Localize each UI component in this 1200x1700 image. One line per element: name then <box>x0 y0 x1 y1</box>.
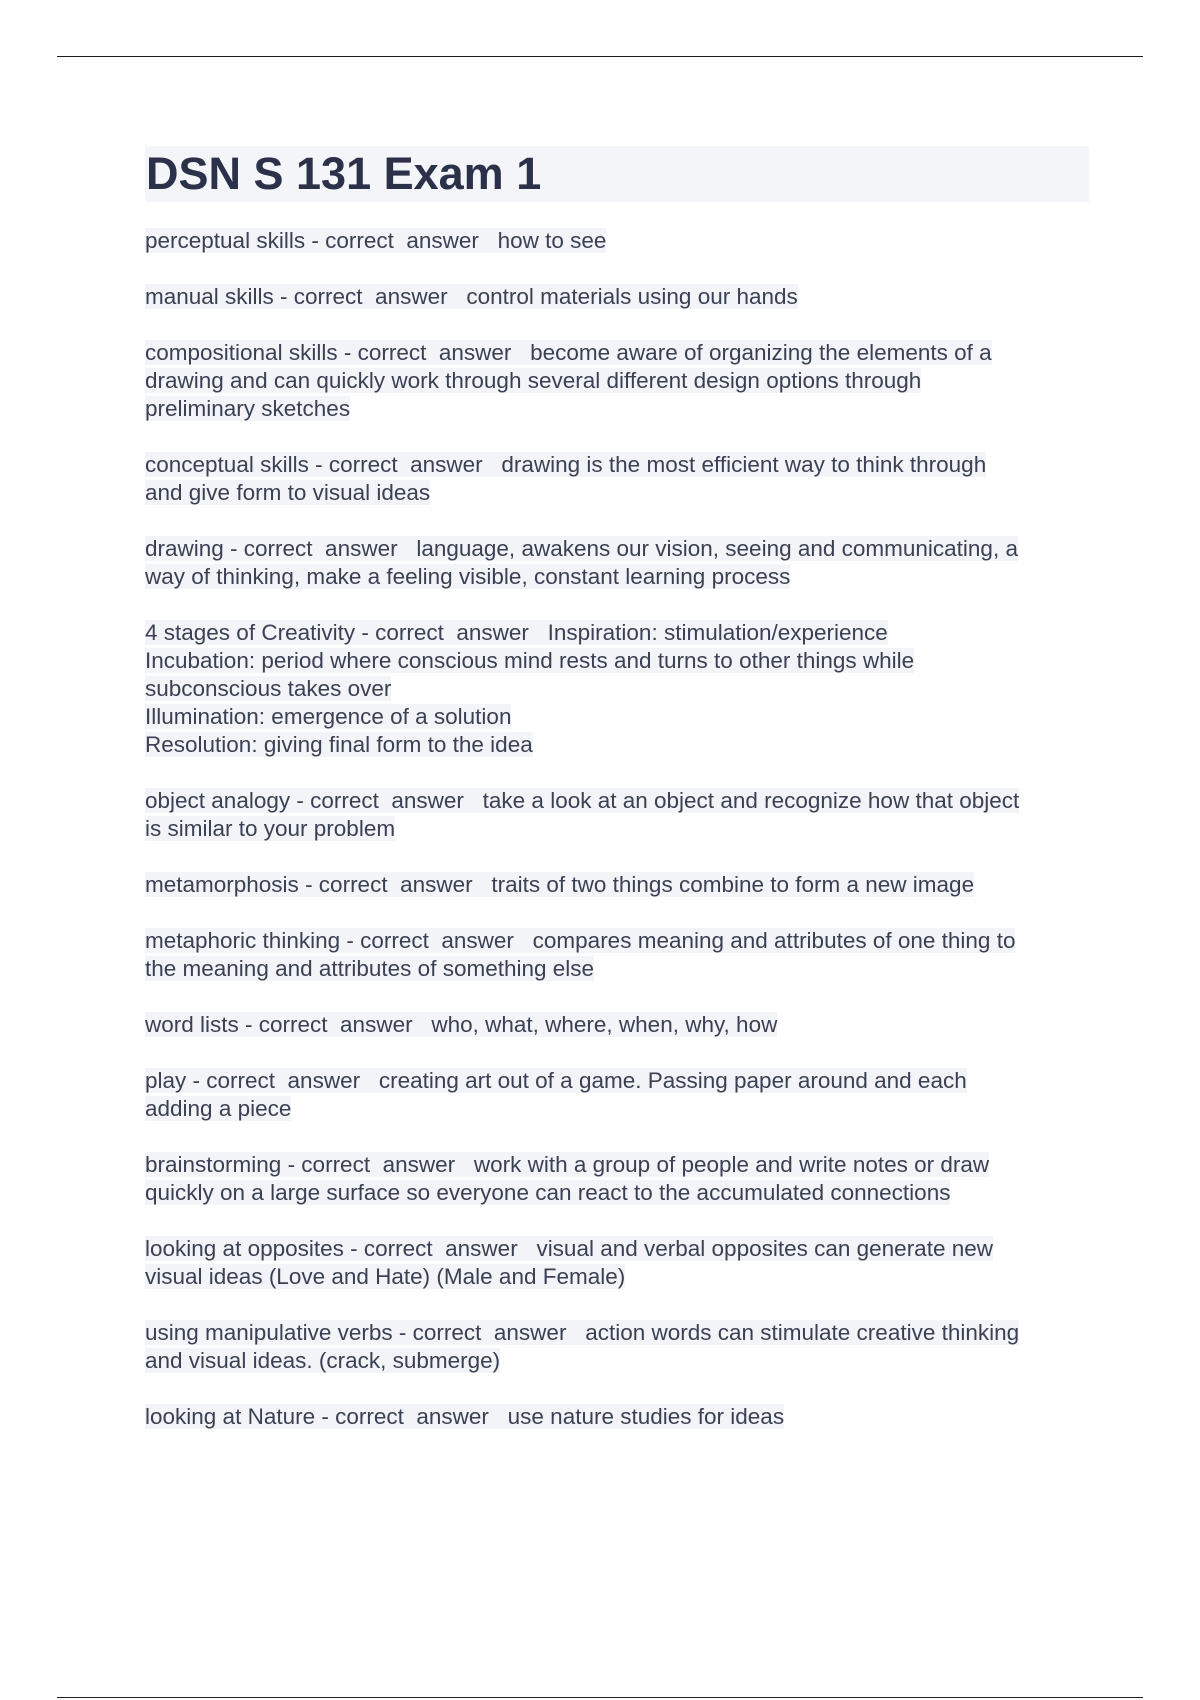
entry-separator: - correct answer <box>337 340 531 365</box>
entry-term: 4 stages of Creativity <box>145 620 356 645</box>
entry-term: brainstorming <box>145 1152 282 1177</box>
document-body <box>145 146 1089 1459</box>
list-item <box>145 1011 1089 1039</box>
entry-term: perceptual skills <box>145 228 306 253</box>
entry-term: metamorphosis <box>145 872 299 897</box>
list-item <box>145 1235 1089 1291</box>
entry-answer: visual and verbal opposites can generate new visual ideas (Love and Hate) (Male and Female) <box>145 1236 993 1289</box>
list-item <box>145 1067 1089 1123</box>
list-item <box>145 787 1089 843</box>
list-item <box>145 283 1089 311</box>
entry-answer: drawing is the most efficient way to think through and give form to visual ideas <box>145 452 987 505</box>
entry-term: word lists <box>145 1012 239 1037</box>
entry-answer: become aware of organizing the elements of a drawing and can quickly work through several different design options through preliminary sketches <box>145 340 992 421</box>
entry-term: metaphoric thinking <box>145 928 341 953</box>
entry-separator: - correct answer <box>308 452 502 477</box>
entry-answer: control materials using our hands <box>466 284 798 309</box>
list-item <box>145 619 1089 759</box>
entry-answer: action words can stimulate creative thinking and visual ideas. (crack, submerge) <box>145 1320 1020 1373</box>
entry-list <box>145 227 1089 1431</box>
entry-answer: creating art out of a game. Passing paper around and each adding a piece <box>145 1068 967 1121</box>
list-item <box>145 451 1089 507</box>
entry-separator: - correct answer <box>305 228 498 253</box>
entry-separator: - correct answer <box>273 284 467 309</box>
entry-answer: compares meaning and attributes of one thing to the meaning and attributes of something else <box>145 928 1016 981</box>
entry-answer: traits of two things combine to form a new image <box>491 872 975 897</box>
entry-separator: - correct answer <box>238 1012 432 1037</box>
entry-answer: use nature studies for ideas <box>507 1404 785 1429</box>
entry-separator: - correct answer <box>281 1152 474 1177</box>
list-item <box>145 339 1089 423</box>
entry-term: play <box>145 1068 187 1093</box>
entry-term: compositional skills <box>145 340 338 365</box>
entry-answer: Inspiration: stimulation/experience Incubation: period where conscious mind rests and turns to other things while subconscious takes over Illumination: emergence of a solution Resolution: giving final form to the idea <box>145 620 915 757</box>
entry-term: drawing <box>145 536 224 561</box>
list-item <box>145 1151 1089 1207</box>
entry-term: conceptual skills <box>145 452 309 477</box>
entry-separator: - correct answer <box>340 928 533 953</box>
entry-separator: - correct answer <box>343 1236 537 1261</box>
entry-separator: - correct answer <box>298 872 492 897</box>
footer-rule <box>57 1697 1143 1698</box>
entry-term: object analogy <box>145 788 291 813</box>
entry-separator: - correct answer <box>290 788 483 813</box>
entry-answer: how to see <box>497 228 607 253</box>
list-item <box>145 927 1089 983</box>
list-item <box>145 871 1089 899</box>
header-rule <box>57 56 1143 57</box>
entry-term: looking at Nature <box>145 1404 316 1429</box>
page-title: DSN S 131 Exam 1 <box>145 146 1089 202</box>
entry-answer: language, awakens our vision, seeing and communicating, a way of thinking, make a feeling visible, constant learning process <box>145 536 1018 589</box>
list-item <box>145 1403 1089 1431</box>
entry-answer: who, what, where, when, why, how <box>431 1012 778 1037</box>
entry-answer: work with a group of people and write notes or draw quickly on a large surface so everyone can react to the accumulated connections <box>145 1152 990 1205</box>
list-item <box>145 1319 1089 1375</box>
entry-term: using manipulative verbs <box>145 1320 393 1345</box>
entry-answer: take a look at an object and recognize how that object is similar to your problem <box>145 788 1020 841</box>
entry-separator: - correct answer <box>315 1404 508 1429</box>
entry-separator: - correct answer <box>355 620 548 645</box>
list-item <box>145 535 1089 591</box>
entry-separator: - correct answer <box>186 1068 379 1093</box>
entry-separator: - correct answer <box>223 536 417 561</box>
entry-term: manual skills <box>145 284 274 309</box>
list-item <box>145 227 1089 255</box>
entry-separator: - correct answer <box>392 1320 586 1345</box>
entry-term: looking at opposites <box>145 1236 344 1261</box>
